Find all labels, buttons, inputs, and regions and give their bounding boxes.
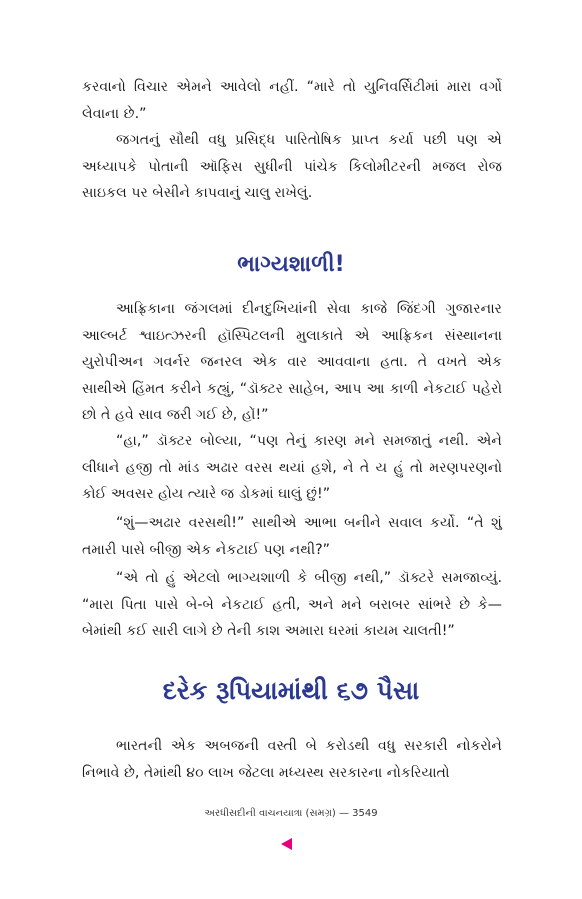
paragraph-6: “એ તો હું એટલો ભાગ્યશાળી કે બીજી નથી,” ડૉક્ટરે સમજાવ્યું. “મારા પિતા પાસે બે-બે નેકટાઈ હતી, અને મને બરાબર સાંભરે છે કે—બેમાંથી કઈ સારી લાગે છે તેની કાશ અમારા ઘરમાં કાયમ ચાલતી!”: [82, 570, 502, 639]
page-footer: અરધીસદીની વાચનયાત્રા (સમગ્ર) — 3549: [204, 808, 378, 819]
paragraph-1: કરવાનો વિચાર એમને આવેલો નહીં. “મારે તો યુનિવર્સિટીમાં મારા વર્ગો લેવાના છે.”: [82, 79, 502, 122]
paragraph-5: “શું—અઢાર વરસથી!” સાથીએ આભા બનીને સવાલ કર્યો. “તે શું તમારી પાસે બીજી એક નેકટાઈ પણ નથી?”: [82, 515, 502, 558]
triangle-left-icon[interactable]: [281, 838, 292, 850]
section-heading-lucky: ભાગ્યશાળી!: [237, 252, 345, 277]
paragraph-3: આફ્રિકાના જંગલમાં દીનદુખિયાંની સેવા કાજે જિંદગી ગુજારનાર આલ્બર્ટ શ્વાઇત્ઝરની હૉસ્પિટલની મુલાકાતે એ આફ્રિકન સંસ્થાનના યુરોપીઅન ગવર્નર જનરલ એક વાર આવવાના હતા. તે વખતે એક સાથીએ હિંમત કરીને કહ્યું, “ડૉક્ટર સાહેબ, આપ આ કાળી નેકટાઈ પહેરો છો તે હવે સાવ જરી ગઈ છે, હોં!”: [82, 301, 502, 423]
paragraph-7: ભારતની એક અબજની વસ્તી બે કરોડથી વધુ સરકારી નોકરોને નિભાવે છે, તેમાંથી ૪૦ લાખ જેટલા મધ્યસ્થ સરકારના નોકરિયાતો: [82, 738, 502, 781]
paragraph-4: “હા,” ડૉક્ટર બોલ્યા, “પણ તેનું કારણ મને સમજાતું નથી. એને લીધાને હજી તો માંડ અઢાર વરસ થયાં હશે, ને તે ય હું તો મરણપરણનો કોઈ અવસર હોય ત્યારે જ ડોકમાં ઘાલું છું!”: [82, 433, 502, 502]
section-heading-67-paise: દરેક રૂપિયામાંથી ૬૭ પૈસા: [162, 676, 420, 705]
paragraph-2: જગતનું સૌથી વધુ પ્રસિદ્ધ પારિતોષિક પ્રાપ્ત કર્યા પછી પણ એ અધ્યાપકે પોતાની ઑફિસ સુધીની પાંચેક કિલોમીટરની મજલ રોજ સાઇકલ પર બેસીને કાપવાનું ચાલુ રાખેલું.: [82, 132, 502, 201]
